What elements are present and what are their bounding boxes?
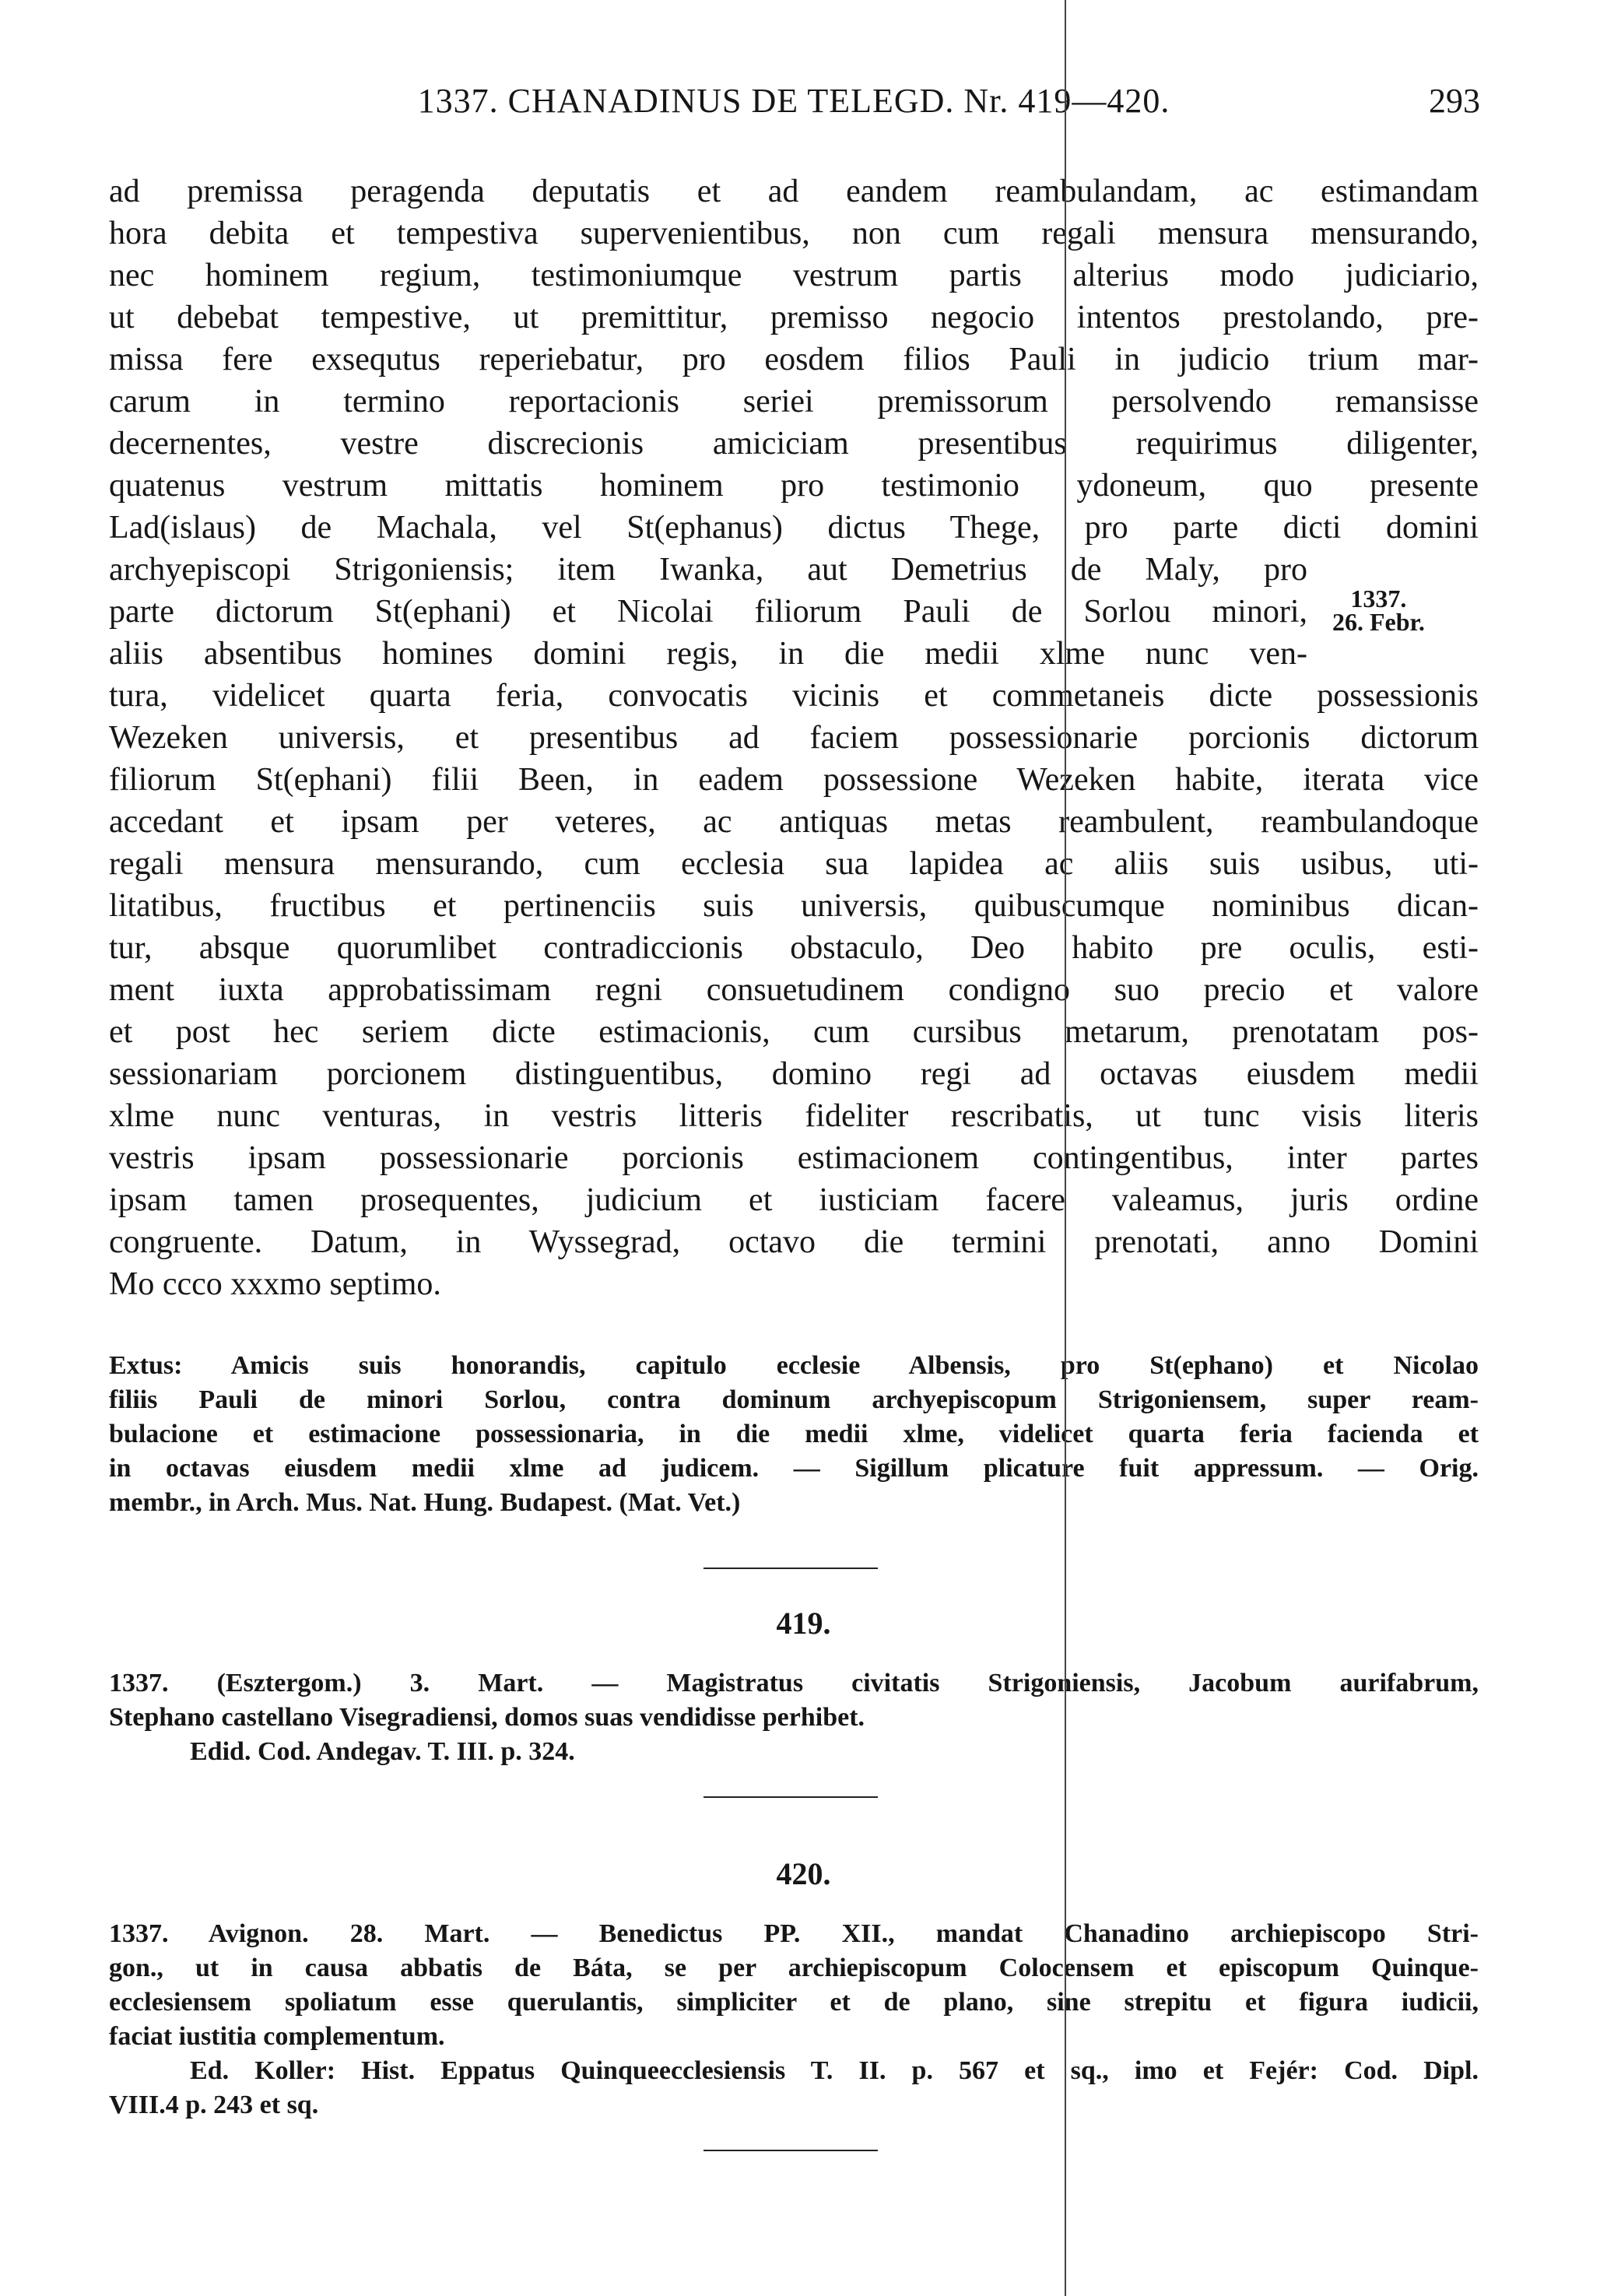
edition-line: VIII.4 p. 243 et sq. bbox=[109, 2091, 319, 2119]
regest-line: ecclesiensem spoliatum esse querulantis, simpliciter et de plano, sine strepitu et figura iudicii, bbox=[109, 1988, 1479, 2017]
text-line: decernentes, vestre discrecionis amiciciam presentibus requirimus diligenter, bbox=[109, 426, 1479, 462]
text-line: ment iuxta approbatissimam regni consuetudinem condigno suo precio et valore bbox=[109, 972, 1479, 1008]
regest-line: faciat iustitia complementum. bbox=[109, 2022, 445, 2051]
text-line: ipsam tamen prosequentes, judicium et iusticiam facere valeamus, juris ordine bbox=[109, 1182, 1479, 1218]
text-line: aliis absentibus homines domini regis, in die medii xlme nunc ven- bbox=[109, 636, 1307, 672]
note-line: Extus: Amicis suis honorandis, capitulo ecclesie Albensis, pro St(ephano) et Nicolao bbox=[109, 1351, 1479, 1380]
text-line: accedant et ipsam per veteres, ac antiquas metas reambulent, reambulandoque bbox=[109, 804, 1479, 840]
running-title: 1337. CHANADINUS DE TELEGD. Nr. 419—420. bbox=[417, 82, 1170, 120]
section-divider bbox=[704, 1796, 878, 1798]
text-line: et post hec seriem dicte estimacionis, cum cursibus metarum, prenotatam pos- bbox=[109, 1014, 1479, 1050]
regest-line: 1337. Avignon. 28. Mart. — Benedictus PP. XII., mandat Chanadino archiepiscopo Stri- bbox=[109, 1919, 1479, 1948]
text-line: regali mensura mensurando, cum ecclesia sua lapidea ac aliis suis usibus, uti- bbox=[109, 846, 1479, 882]
document-number-420: 420. bbox=[776, 1856, 831, 1891]
text-line: sessionariam porcionem distinguentibus, domino regi ad octavas eiusdem medii bbox=[109, 1056, 1479, 1092]
note-line: bulacione et estimacione possessionaria, in die medii xlme, videlicet quarta feria facienda et bbox=[109, 1420, 1479, 1448]
document-number-419: 419. bbox=[776, 1606, 831, 1641]
text-line: xlme nunc venturas, in vestris litteris fideliter rescribatis, ut tunc visis literis bbox=[109, 1098, 1479, 1134]
text-line: congruente. Datum, in Wyssegrad, octavo die termini prenotati, anno Domini bbox=[109, 1224, 1479, 1260]
note-line: in octavas eiusdem medii xlme ad judicem. — Sigillum plicature fuit appressum. — Orig. bbox=[109, 1454, 1479, 1483]
text-line: ad premissa peragenda deputatis et ad eandem reambulandam, ac estimandam bbox=[109, 174, 1479, 209]
margin-date-note bbox=[1332, 587, 1425, 634]
text-line: archyepiscopi Strigoniensis; item Iwanka, aut Demetrius de Maly, pro bbox=[109, 552, 1307, 588]
text-line: litatibus, fructibus et pertinenciis suis universis, quibuscumque nominibus dican- bbox=[109, 888, 1479, 924]
text-line: carum in termino reportacionis seriei premissorum persolvendo remansisse bbox=[109, 384, 1479, 420]
note-line: filiis Pauli de minori Sorlou, contra dominum archyepiscopum Strigoniensem, super ream- bbox=[109, 1385, 1479, 1414]
text-line: Lad(islaus) de Machala, vel St(ephanus) dictus Thege, pro parte dicti domini bbox=[109, 510, 1479, 546]
text-line: filiorum St(ephani) filii Been, in eadem possessione Wezeken habite, iterata vice bbox=[109, 762, 1479, 798]
margin-note-year: 1337. bbox=[1350, 585, 1407, 613]
text-line: missa fere exsequtus reperiebatur, pro eosdem filios Pauli in judicio trium mar- bbox=[109, 342, 1479, 377]
regest-line: 1337. (Esztergom.) 3. Mart. — Magistratus civitatis Strigoniensis, Jacobum aurifabrum, bbox=[109, 1669, 1479, 1697]
section-divider bbox=[704, 1568, 878, 1569]
scan-crease-line bbox=[1065, 0, 1066, 2296]
note-line: membr., in Arch. Mus. Nat. Hung. Budapest. (Mat. Vet.) bbox=[109, 1488, 741, 1517]
text-line: quatenus vestrum mittatis hominem pro testimonio ydoneum, quo presente bbox=[109, 468, 1479, 504]
regest-line: gon., ut in causa abbatis de Báta, se per archiepiscopum Colocensem et episcopum Quinque- bbox=[109, 1954, 1479, 1982]
text-line: Wezeken universis, et presentibus ad faciem possessionarie porcionis dictorum bbox=[109, 720, 1479, 756]
page-number: 293 bbox=[1429, 82, 1480, 120]
edition-line: Ed. Koller: Hist. Eppatus Quinqueecclesiensis T. II. p. 567 et sq., imo et Fejér: Cod. Dipl. bbox=[190, 2056, 1479, 2085]
edition-line: Edid. Cod. Andegav. T. III. p. 324. bbox=[190, 1737, 575, 1766]
text-line: nec hominem regium, testimoniumque vestrum partis alterius modo judiciario, bbox=[109, 258, 1479, 293]
text-line: Mo ccco xxxmo septimo. bbox=[109, 1266, 441, 1302]
text-line: tur, absque quorumlibet contradiccionis obstaculo, Deo habito pre oculis, esti- bbox=[109, 930, 1479, 966]
section-divider bbox=[704, 2150, 878, 2151]
text-line: parte dictorum St(ephani) et Nicolai filiorum Pauli de Sorlou minori, bbox=[109, 594, 1307, 630]
text-line: ut debebat tempestive, ut premittitur, premisso negocio intentos prestolando, pre- bbox=[109, 300, 1479, 335]
regest-line: Stephano castellano Visegradiensi, domos suas vendidisse perhibet. bbox=[109, 1703, 865, 1732]
margin-note-date: 26. Febr. bbox=[1332, 608, 1425, 636]
text-line: tura, videlicet quarta feria, convocatis vicinis et commetaneis dicte possessionis bbox=[109, 678, 1479, 714]
text-line: vestris ipsam possessionarie porcionis estimacionem contingentibus, inter partes bbox=[109, 1140, 1479, 1176]
text-line: hora debita et tempestiva supervenientibus, non cum regali mensura mensurando, bbox=[109, 216, 1479, 251]
